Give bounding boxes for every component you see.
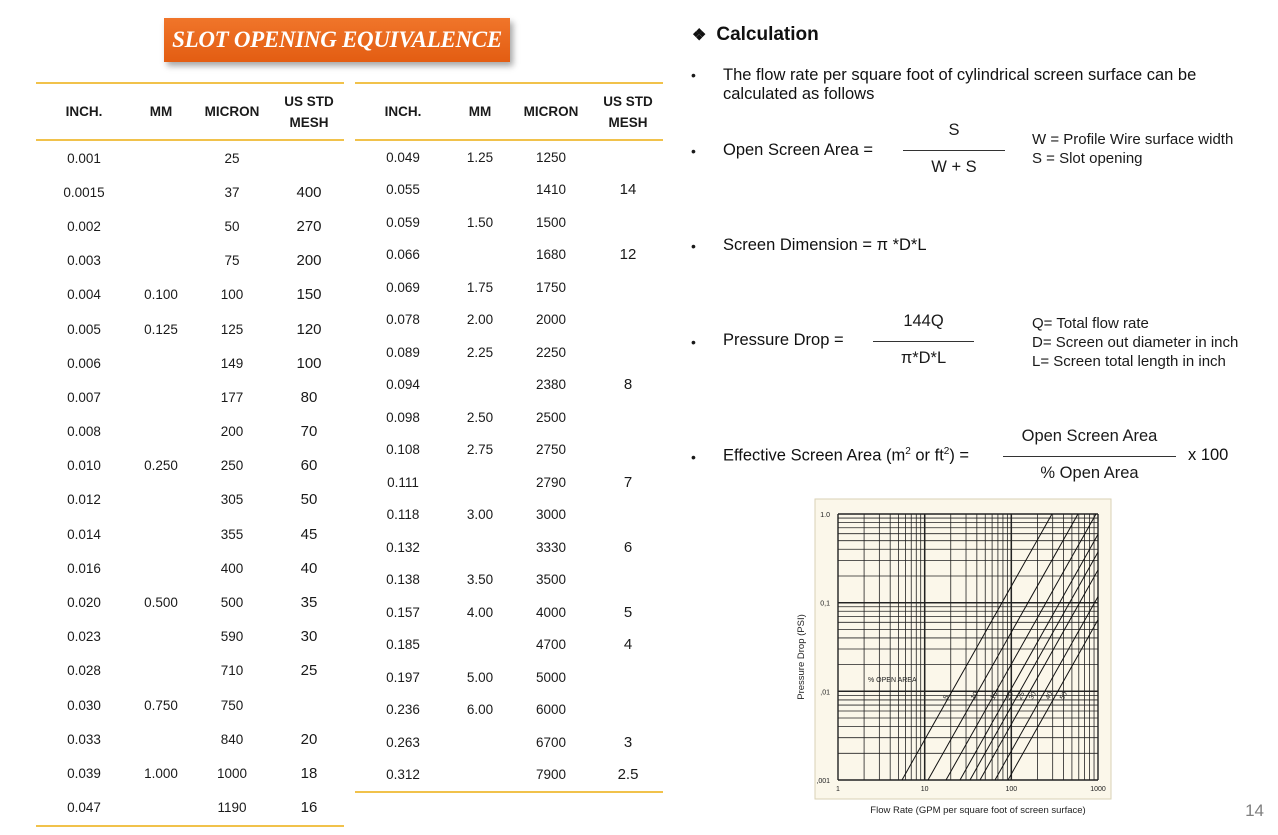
header-mesh: US STD MESH — [284, 93, 334, 130]
cell-micron: 4000 — [535, 604, 567, 620]
cell-inch: 0.014 — [67, 526, 101, 542]
x-tick-label: 10 — [920, 786, 929, 793]
cell-mesh: 12 — [619, 246, 637, 264]
table-row — [355, 564, 663, 597]
cell-inch: 0.108 — [386, 442, 420, 458]
diamond-bullet-icon: ❖ — [692, 27, 707, 44]
cell-mm: 6.00 — [466, 702, 494, 718]
cell-micron: 75 — [224, 253, 240, 269]
cell-inch: 0.236 — [386, 702, 420, 718]
header-inch: INCH. — [384, 104, 422, 119]
cell-mm: 2.00 — [466, 312, 494, 328]
y-tick-label: 1.0 — [820, 512, 830, 519]
cell-micron: 1000 — [216, 765, 248, 781]
cell-mm: 1.75 — [466, 279, 494, 295]
cell-mesh: 80 — [300, 388, 318, 406]
cell-mesh: 30 — [300, 628, 318, 646]
cell-micron: 2000 — [535, 312, 567, 328]
table-row — [355, 174, 663, 207]
numerator: S — [948, 121, 960, 139]
cell-inch: 0.055 — [386, 182, 420, 198]
cell-micron: 1750 — [535, 279, 567, 295]
table-row — [355, 694, 663, 727]
table-row — [355, 499, 663, 532]
cell-inch: 0.030 — [67, 697, 101, 713]
cell-micron: 149 — [220, 355, 244, 371]
cell-mesh: 5 — [623, 603, 633, 621]
cell-inch: 0.059 — [386, 214, 420, 230]
cell-mm: 2.50 — [466, 409, 494, 425]
table-row — [36, 585, 344, 619]
cell-micron: 710 — [220, 663, 244, 679]
cell-micron: 250 — [220, 458, 244, 474]
open-area-label: Open Screen Area = — [723, 141, 873, 159]
cell-micron: 2790 — [535, 474, 567, 490]
cell-mesh: 70 — [300, 423, 318, 441]
table-row — [36, 141, 344, 175]
x-tick-label: 1000 — [1090, 786, 1106, 793]
cell-inch: 0.185 — [386, 637, 420, 653]
slot-table-right — [355, 82, 663, 793]
cell-inch: 0.069 — [386, 279, 420, 295]
cell-inch: 0.039 — [67, 765, 101, 781]
cell-micron: 400 — [220, 560, 244, 576]
cell-mesh: 200 — [296, 252, 322, 270]
bullet-icon: • — [691, 238, 696, 254]
cell-inch: 0.066 — [386, 247, 420, 263]
cell-inch: 0.138 — [386, 572, 420, 588]
cell-mesh: 50 — [300, 491, 318, 509]
cell-inch: 0.049 — [386, 149, 420, 165]
denominator: π*D*L — [900, 349, 947, 367]
cell-mesh: 400 — [296, 183, 322, 201]
table-row — [355, 141, 663, 174]
cell-mm: 0.125 — [144, 321, 178, 337]
effective-area-label: Effective Screen Area ($m^2$ or $ft^2$) = — [723, 446, 970, 465]
table-row — [36, 278, 344, 312]
cell-mm: 1.000 — [144, 765, 178, 781]
table-row — [36, 244, 344, 278]
cell-mm: 2.75 — [466, 442, 494, 458]
table-row — [355, 336, 663, 369]
table-row — [355, 629, 663, 662]
cell-inch: 0.002 — [67, 218, 101, 234]
cell-mesh: 100 — [296, 354, 322, 372]
table-row — [36, 209, 344, 243]
cell-inch: 0.157 — [386, 604, 420, 620]
cell-mesh: 14 — [619, 181, 637, 199]
cell-micron: 2380 — [535, 377, 567, 393]
header-inch: INCH. — [65, 104, 103, 119]
cell-inch: 0.111 — [387, 474, 419, 490]
table-row — [355, 369, 663, 402]
table-row — [36, 346, 344, 380]
y-axis-label: Pressure Drop (PSI) — [796, 614, 807, 700]
cell-micron: 177 — [220, 389, 244, 405]
cell-micron: 7900 — [535, 767, 567, 783]
cell-inch: 0.197 — [386, 669, 420, 685]
cell-micron: 37 — [224, 184, 240, 200]
cell-inch: 0.006 — [67, 355, 101, 371]
table-header — [36, 84, 344, 141]
table-row — [36, 312, 344, 346]
cell-mesh: 8 — [623, 376, 633, 394]
cell-inch: 0.089 — [386, 344, 420, 360]
table-row — [36, 551, 344, 585]
y-tick-label: ,01 — [820, 689, 830, 697]
table-row — [36, 756, 344, 790]
cell-mesh: 3 — [623, 733, 633, 751]
cell-inch: 0.008 — [67, 424, 101, 440]
cell-inch: 0.263 — [386, 734, 420, 750]
title-text: SLOT OPENING EQUIVALENCE — [172, 27, 502, 52]
cell-micron: 2500 — [535, 409, 567, 425]
table-header — [355, 84, 663, 141]
cell-mm: 1.50 — [466, 214, 494, 230]
cell-mm: 5.00 — [466, 669, 494, 685]
cell-mesh: 40 — [300, 559, 318, 577]
table-row — [355, 239, 663, 272]
cell-mesh: 7 — [623, 473, 633, 491]
series-label: 10 — [970, 690, 980, 701]
intro-text: The flow rate per square foot of cylindrical screen surface can be calculated as follows — [723, 66, 1197, 103]
cell-inch: 0.078 — [386, 312, 420, 328]
table-row — [36, 722, 344, 756]
table-row — [355, 661, 663, 694]
numerator: Open Screen Area — [1021, 427, 1158, 445]
table-row — [36, 688, 344, 722]
cell-inch: 0.098 — [386, 409, 420, 425]
pressure-drop-fraction — [873, 312, 974, 368]
cell-inch: 0.007 — [67, 389, 101, 405]
page-number: 14 — [1245, 801, 1264, 820]
cell-micron: 750 — [220, 697, 244, 713]
cell-mesh: 4 — [623, 636, 633, 654]
table-row — [355, 466, 663, 499]
table-row — [36, 791, 344, 825]
table-row — [36, 415, 344, 449]
cell-micron: 1190 — [217, 800, 247, 816]
cell-mm: 3.50 — [466, 572, 494, 588]
table-row — [355, 401, 663, 434]
cell-mesh: 60 — [300, 457, 318, 475]
cell-mm: 2.25 — [466, 344, 494, 360]
cell-mm: 0.500 — [144, 595, 178, 611]
cell-micron: 50 — [224, 218, 240, 234]
series-label: 25 — [1016, 690, 1027, 701]
cell-mm: 0.250 — [144, 458, 178, 474]
cell-mm: 3.00 — [466, 507, 494, 523]
cell-inch: 0.132 — [386, 539, 420, 555]
cell-micron: 500 — [220, 595, 244, 611]
bullet-icon: • — [691, 67, 696, 83]
table-row — [355, 759, 663, 792]
cell-mesh: 16 — [300, 799, 318, 817]
cell-mesh: 35 — [300, 594, 318, 612]
series-label: 40 — [1044, 690, 1055, 701]
cell-micron: 125 — [220, 321, 244, 337]
cell-mm: 4.00 — [466, 604, 494, 620]
header-micron: MICRON — [204, 104, 260, 119]
table-row — [36, 654, 344, 688]
pressure-drop-chart — [790, 497, 1120, 822]
cell-inch: 0.033 — [67, 731, 101, 747]
cell-micron: 305 — [220, 492, 244, 508]
cell-inch: 0.023 — [67, 629, 101, 645]
pressure-drop-label: Pressure Drop = — [723, 331, 844, 349]
y-tick-label: ,001 — [816, 778, 830, 785]
table-row — [36, 483, 344, 517]
cell-inch: 0.012 — [67, 492, 101, 508]
series-label: 15 — [989, 690, 1000, 701]
cell-micron: 1500 — [535, 214, 567, 230]
slot-table-left — [36, 82, 344, 827]
series-label: 5 — [942, 694, 951, 701]
cell-inch: 0.020 — [67, 595, 101, 611]
cell-mm: 1.25 — [466, 149, 494, 165]
cell-micron: 840 — [220, 731, 244, 747]
cell-micron: 6000 — [535, 702, 567, 718]
cell-micron: 200 — [220, 424, 244, 440]
cell-mesh: 18 — [300, 764, 318, 782]
cell-inch: 0.047 — [67, 800, 101, 816]
cell-inch: 0.010 — [67, 458, 101, 474]
table-row — [36, 175, 344, 209]
cell-mesh: 45 — [300, 525, 318, 543]
table-row — [36, 380, 344, 414]
cell-mesh: 150 — [296, 286, 322, 304]
cell-inch: 0.0015 — [63, 184, 105, 200]
cell-micron: 1250 — [535, 149, 567, 165]
multiplier: x 100 — [1188, 446, 1229, 464]
cell-inch: 0.004 — [67, 287, 101, 303]
series-label: 30 — [1028, 690, 1038, 701]
series-label: 20 — [1005, 690, 1015, 701]
bullet-icon: • — [691, 143, 696, 159]
cell-mm: 0.100 — [144, 287, 178, 303]
table-row — [355, 726, 663, 759]
cell-mesh: 270 — [296, 217, 322, 235]
cell-micron: 25 — [224, 150, 240, 166]
cell-inch: 0.016 — [67, 560, 101, 576]
calculation-heading: ❖ Calculation — [692, 24, 819, 45]
cell-mesh: 120 — [296, 320, 322, 338]
cell-inch: 0.118 — [386, 507, 420, 523]
cell-micron: 4700 — [535, 637, 567, 653]
cell-micron: 100 — [220, 287, 244, 303]
cell-micron: 2250 — [535, 344, 567, 360]
cell-micron: 2750 — [535, 442, 567, 458]
cell-micron: 1680 — [535, 247, 567, 263]
table-row — [36, 449, 344, 483]
bullet-icon: • — [691, 334, 696, 350]
cell-micron: 590 — [220, 629, 244, 645]
title-banner — [164, 18, 510, 62]
table-row — [355, 531, 663, 564]
cell-mm: 0.750 — [144, 697, 178, 713]
screen-dimension: Screen Dimension = π *D*L — [723, 236, 927, 254]
cell-micron: 3500 — [535, 572, 567, 588]
table-row — [355, 434, 663, 467]
table-row — [355, 304, 663, 337]
table-row — [355, 596, 663, 629]
header-mm: MM — [149, 104, 173, 119]
effective-area-fraction — [1003, 427, 1176, 483]
cell-inch: 0.005 — [67, 321, 101, 337]
denominator: W + S — [931, 158, 977, 176]
series-label: 50 — [1059, 690, 1069, 701]
x-tick-label: 1 — [836, 786, 840, 793]
x-tick-label: 100 — [1005, 786, 1018, 793]
cell-inch: 0.003 — [67, 253, 101, 269]
table-row — [355, 271, 663, 304]
table-row — [355, 206, 663, 239]
cell-micron: 6700 — [535, 734, 567, 750]
pressure-drop-notes: Q= Total flow rate D= Screen out diameter in inch L= Screen total length in inch — [1032, 315, 1239, 370]
header-mm: MM — [468, 104, 492, 119]
cell-mesh: 20 — [300, 730, 318, 748]
y-tick-label: 0,1 — [820, 600, 830, 608]
table-row — [36, 620, 344, 654]
cell-micron: 355 — [220, 526, 244, 542]
cell-micron: 3330 — [535, 539, 567, 555]
denominator: % Open Area — [1040, 464, 1139, 482]
cell-inch: 0.312 — [386, 767, 420, 783]
header-mesh: US STD MESH — [603, 93, 653, 130]
open-area-fraction — [903, 121, 1005, 177]
cell-mesh: 6 — [623, 538, 633, 556]
cell-micron: 3000 — [535, 507, 567, 523]
cell-micron: 1410 — [535, 182, 567, 198]
open-area-annotation: % OPEN AREA — [868, 677, 917, 684]
cell-micron: 5000 — [535, 669, 567, 685]
x-axis-label: Flow Rate (GPM per square foot of screen surface) — [870, 805, 1086, 816]
cell-mesh: 2.5 — [617, 766, 639, 784]
header-micron: MICRON — [523, 104, 579, 119]
cell-inch: 0.094 — [386, 377, 420, 393]
bullet-icon: • — [691, 449, 696, 465]
open-area-notes: W = Profile Wire surface width S = Slot opening — [1032, 131, 1234, 167]
cell-inch: 0.028 — [67, 663, 101, 679]
numerator: 144Q — [903, 312, 944, 330]
table-row — [36, 517, 344, 551]
cell-inch: 0.001 — [67, 150, 101, 166]
cell-mesh: 25 — [300, 662, 318, 680]
